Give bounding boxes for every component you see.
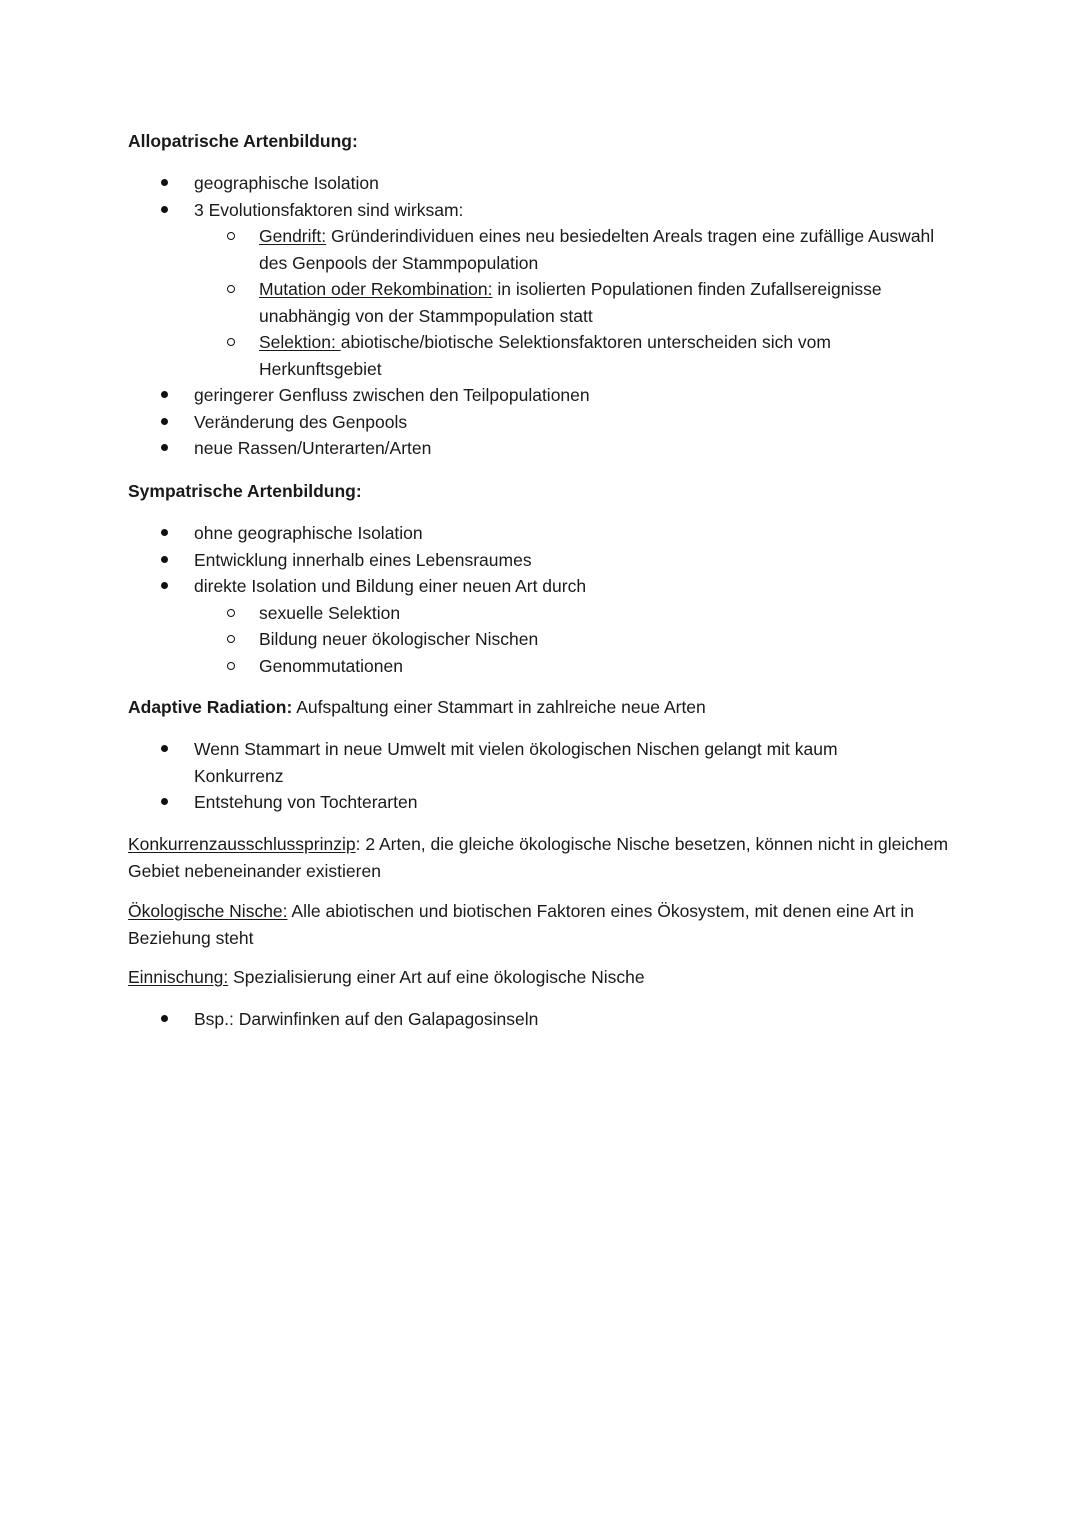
term-oekologische-nische: Ökologische Nische: bbox=[128, 901, 288, 921]
definition-gendrift: Gründerindividuen eines neu besiedelten Areals tragen eine zufällige Auswahl des Genpools der Stammpopulation bbox=[259, 226, 935, 273]
term-einnischung: Einnischung: bbox=[128, 967, 229, 987]
list-item: Veränderung des Genpools bbox=[0, 409, 894, 436]
definition-adaptive-radiation: Aufspaltung einer Stammart in zahlreiche neue Arten bbox=[292, 697, 706, 717]
sympatric-list bbox=[0, 520, 1080, 679]
term-gendrift: Gendrift: bbox=[259, 226, 327, 246]
sub-list-item-gendrift bbox=[0, 223, 939, 276]
term-selektion: Selektion: bbox=[259, 332, 341, 352]
definition-konkurrenzausschlussprinzip: : 2 Arten, die gleiche ökologische Nische besetzen, können nicht in gleichem Gebiet nebeneinander existieren bbox=[128, 834, 949, 881]
adaptive-radiation-definition bbox=[128, 694, 958, 721]
sub-list-item-selektion bbox=[0, 329, 939, 382]
term-konkurrenzausschlussprinzip: Konkurrenzausschlussprinzip bbox=[128, 834, 356, 854]
niche-formation-list bbox=[0, 1006, 1080, 1033]
competition-definition bbox=[128, 831, 958, 884]
list-item: ohne geographische Isolation bbox=[0, 520, 894, 547]
niche-formation-definition bbox=[128, 964, 958, 991]
niche-definition bbox=[128, 898, 958, 951]
sub-list-item-mutation bbox=[0, 276, 939, 329]
definition-selektion: abiotische/biotische Selektionsfaktoren unterscheiden sich vom Herkunftsgebiet bbox=[259, 332, 831, 379]
term-adaptive-radiation: Adaptive Radiation: bbox=[128, 697, 293, 717]
list-item: Entwicklung innerhalb eines Lebensraumes bbox=[0, 547, 894, 574]
definition-mutation: in isolierten Populationen finden Zufallsereignisse unabhängig von der Stammpopulation statt bbox=[259, 279, 882, 326]
sub-list-item: sexuelle Selektion bbox=[0, 600, 939, 627]
sub-list-item: Genommutationen bbox=[0, 653, 939, 680]
list-item: Entstehung von Tochterarten bbox=[0, 789, 894, 816]
list-item: Wenn Stammart in neue Umwelt mit vielen ökologischen Nischen gelangt mit kaum Konkurrenz bbox=[0, 736, 894, 789]
list-item: geringerer Genfluss zwischen den Teilpopulationen bbox=[0, 382, 894, 409]
list-item: Bsp.: Darwinfinken auf den Galapagosinseln bbox=[0, 1006, 894, 1033]
list-item: direkte Isolation und Bildung einer neuen Art durch bbox=[0, 573, 894, 600]
list-item: 3 Evolutionsfaktoren sind wirksam: bbox=[0, 197, 894, 224]
term-mutation: Mutation oder Rekombination: bbox=[259, 279, 493, 299]
heading-sympatric: Sympatrische Artenbildung: bbox=[128, 481, 362, 501]
definition-einnischung: Spezialisierung einer Art auf eine ökologische Nische bbox=[228, 967, 645, 987]
list-item: neue Rassen/Unterarten/Arten bbox=[0, 435, 894, 462]
adaptive-list bbox=[0, 736, 1080, 816]
sub-list-item: Bildung neuer ökologischer Nischen bbox=[0, 626, 939, 653]
heading-allopatric: Allopatrische Artenbildung: bbox=[128, 131, 358, 151]
allopatric-list bbox=[0, 170, 1080, 462]
definition-oekologische-nische: Alle abiotischen und biotischen Faktoren eines Ökosystem, mit denen eine Art in Beziehung steht bbox=[128, 901, 914, 948]
list-item: geographische Isolation bbox=[0, 170, 894, 197]
